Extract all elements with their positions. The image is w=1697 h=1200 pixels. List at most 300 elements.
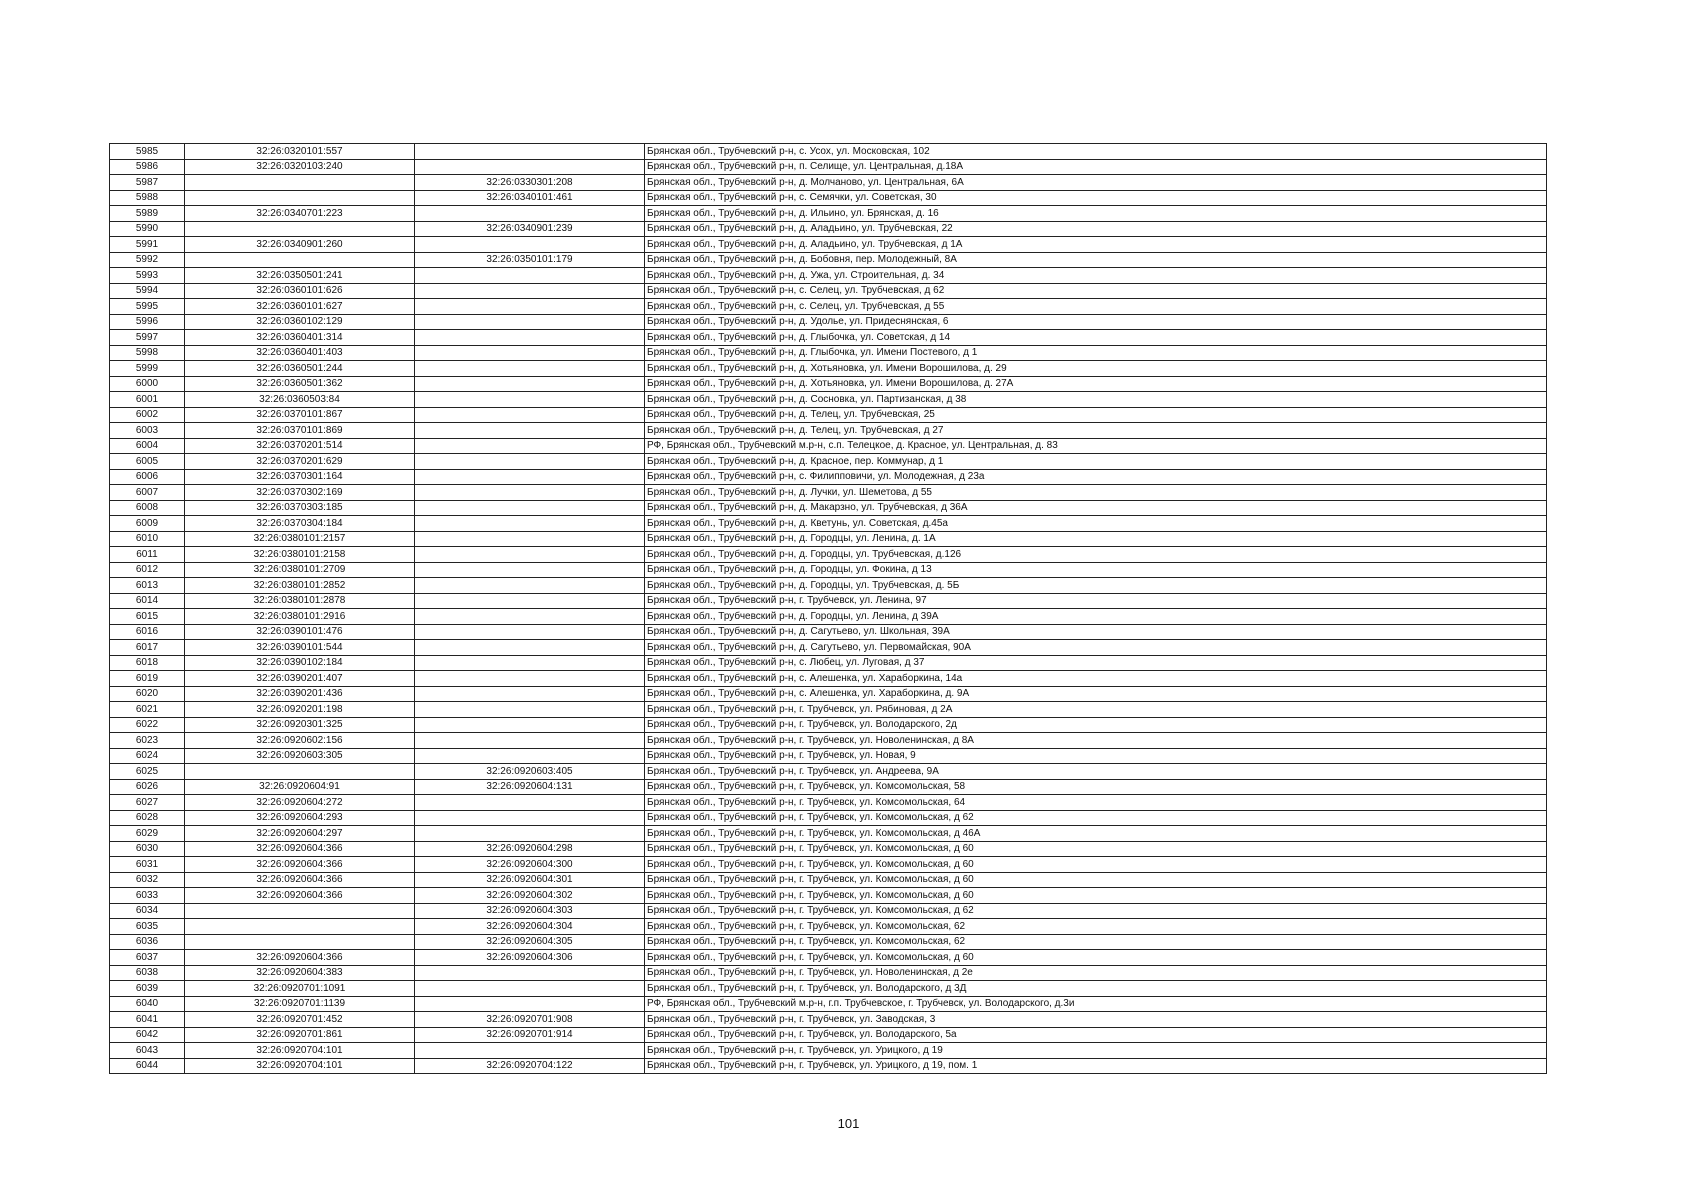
related-cadastral-number-cell [415,345,645,361]
cadastral-number-cell: 32:26:0360101:626 [185,283,415,299]
address-cell: Брянская обл., Трубчевский р-н, г. Трубчевск, ул. Комсомольская, д 60 [645,950,1547,966]
cadastral-number-cell: 32:26:0920701:452 [185,1012,415,1028]
registry-table-body [110,144,1547,1074]
related-cadastral-number-cell [415,655,645,671]
table-row [110,841,1547,857]
related-cadastral-number-cell [415,531,645,547]
address-cell: Брянская обл., Трубчевский р-н, д. Молчаново, ул. Центральная, 6А [645,175,1547,191]
table-row [110,872,1547,888]
related-cadastral-number-cell: 32:26:0920704:122 [415,1058,645,1074]
table-row [110,500,1547,516]
table-row [110,392,1547,408]
table-row [110,221,1547,237]
row-number-cell: 6018 [110,655,185,671]
row-number-cell: 6037 [110,950,185,966]
cadastral-number-cell: 32:26:0920604:383 [185,965,415,981]
address-cell: Брянская обл., Трубчевский р-н, г. Трубчевск, ул. Рябиновая, д 2А [645,702,1547,718]
row-number-cell: 5998 [110,345,185,361]
row-number-cell: 6012 [110,562,185,578]
row-number-cell: 6044 [110,1058,185,1074]
address-cell: Брянская обл., Трубчевский р-н, д. Удолье, ул. Придеснянская, 6 [645,314,1547,330]
address-cell: Брянская обл., Трубчевский р-н, п. Селище, ул. Центральная, д.18А [645,159,1547,175]
table-row [110,919,1547,935]
row-number-cell: 5996 [110,314,185,330]
cadastral-number-cell: 32:26:0380101:2157 [185,531,415,547]
related-cadastral-number-cell: 32:26:0920604:305 [415,934,645,950]
cadastral-number-cell: 32:26:0920701:1091 [185,981,415,997]
address-cell: Брянская обл., Трубчевский р-н, д. Кветунь, ул. Советская, д.45а [645,516,1547,532]
address-cell: Брянская обл., Трубчевский р-н, г. Трубчевск, ул. Комсомольская, д 60 [645,888,1547,904]
row-number-cell: 6042 [110,1027,185,1043]
cadastral-number-cell: 32:26:0920604:297 [185,826,415,842]
table-row [110,562,1547,578]
table-row [110,1043,1547,1059]
row-number-cell: 6033 [110,888,185,904]
cadastral-number-cell: 32:26:0370304:184 [185,516,415,532]
related-cadastral-number-cell [415,268,645,284]
table-row [110,609,1547,625]
related-cadastral-number-cell [415,438,645,454]
cadastral-number-cell: 32:26:0920704:101 [185,1043,415,1059]
address-cell: Брянская обл., Трубчевский р-н, д. Городцы, ул. Фокина, д 13 [645,562,1547,578]
address-cell: Брянская обл., Трубчевский р-н, д. Глыбочка, ул. Имени Постевого, д 1 [645,345,1547,361]
address-cell: Брянская обл., Трубчевский р-н, г. Трубчевск, ул. Володарского, 2д [645,717,1547,733]
row-number-cell: 6007 [110,485,185,501]
row-number-cell: 6039 [110,981,185,997]
address-cell: Брянская обл., Трубчевский р-н, д. Глыбочка, ул. Советская, д 14 [645,330,1547,346]
table-row [110,810,1547,826]
table-row [110,252,1547,268]
row-number-cell: 6011 [110,547,185,563]
address-cell: Брянская обл., Трубчевский р-н, г. Трубчевск, ул. Володарского, 5а [645,1027,1547,1043]
table-row [110,175,1547,191]
cadastral-number-cell: 32:26:0370303:185 [185,500,415,516]
row-number-cell: 6004 [110,438,185,454]
address-cell: Брянская обл., Трубчевский р-н, г. Трубчевск, ул. Комсомольская, 58 [645,779,1547,795]
cadastral-number-cell: 32:26:0920201:198 [185,702,415,718]
related-cadastral-number-cell [415,454,645,470]
related-cadastral-number-cell [415,237,645,253]
cadastral-number-cell: 32:26:0360401:314 [185,330,415,346]
related-cadastral-number-cell: 32:26:0920604:304 [415,919,645,935]
address-cell: Брянская обл., Трубчевский р-н, г. Трубчевск, ул. Урицкого, д 19, пом. 1 [645,1058,1547,1074]
row-number-cell: 6014 [110,593,185,609]
address-cell: Брянская обл., Трубчевский р-н, г. Трубчевск, ул. Комсомольская, д 60 [645,857,1547,873]
cadastral-number-cell: 32:26:0390201:407 [185,671,415,687]
cadastral-number-cell: 32:26:0390201:436 [185,686,415,702]
related-cadastral-number-cell [415,996,645,1012]
related-cadastral-number-cell: 32:26:0330301:208 [415,175,645,191]
related-cadastral-number-cell [415,965,645,981]
row-number-cell: 5995 [110,299,185,315]
cadastral-number-cell: 32:26:0340701:223 [185,206,415,222]
table-row [110,1027,1547,1043]
related-cadastral-number-cell [415,686,645,702]
address-cell: Брянская обл., Трубчевский р-н, г. Трубчевск, ул. Комсомольская, д 60 [645,872,1547,888]
related-cadastral-number-cell: 32:26:0920604:131 [415,779,645,795]
address-cell: Брянская обл., Трубчевский р-н, г. Трубчевск, ул. Комсомольская, 64 [645,795,1547,811]
table-row [110,516,1547,532]
cadastral-number-cell [185,252,415,268]
cadastral-number-cell [185,919,415,935]
row-number-cell: 5989 [110,206,185,222]
table-row [110,423,1547,439]
related-cadastral-number-cell [415,609,645,625]
row-number-cell: 6023 [110,733,185,749]
table-row [110,903,1547,919]
cadastral-number-cell: 32:26:0920604:366 [185,857,415,873]
related-cadastral-number-cell: 32:26:0920604:306 [415,950,645,966]
cadastral-number-cell: 32:26:0360101:627 [185,299,415,315]
related-cadastral-number-cell [415,206,645,222]
row-number-cell: 6008 [110,500,185,516]
related-cadastral-number-cell: 32:26:0920701:914 [415,1027,645,1043]
table-row [110,717,1547,733]
address-cell: Брянская обл., Трубчевский р-н, д. Макарзно, ул. Трубчевская, д 36А [645,500,1547,516]
table-row [110,469,1547,485]
row-number-cell: 6020 [110,686,185,702]
address-cell: Брянская обл., Трубчевский р-н, д. Городцы, ул. Ленина, д. 1А [645,531,1547,547]
row-number-cell: 5991 [110,237,185,253]
table-row [110,547,1547,563]
table-row [110,624,1547,640]
row-number-cell: 5993 [110,268,185,284]
table-row [110,857,1547,873]
related-cadastral-number-cell: 32:26:0920604:301 [415,872,645,888]
related-cadastral-number-cell [415,392,645,408]
related-cadastral-number-cell [415,299,645,315]
cadastral-number-cell: 32:26:0390101:544 [185,640,415,656]
related-cadastral-number-cell [415,314,645,330]
cadastral-number-cell: 32:26:0370302:169 [185,485,415,501]
cadastral-number-cell: 32:26:0370201:514 [185,438,415,454]
row-number-cell: 5992 [110,252,185,268]
cadastral-number-cell: 32:26:0920701:861 [185,1027,415,1043]
cadastral-number-cell: 32:26:0370201:629 [185,454,415,470]
table-row [110,950,1547,966]
row-number-cell: 6027 [110,795,185,811]
related-cadastral-number-cell [415,826,645,842]
row-number-cell: 6031 [110,857,185,873]
row-number-cell: 6043 [110,1043,185,1059]
related-cadastral-number-cell: 32:26:0920604:303 [415,903,645,919]
related-cadastral-number-cell [415,485,645,501]
table-row [110,981,1547,997]
table-row [110,640,1547,656]
table-row [110,733,1547,749]
row-number-cell: 6034 [110,903,185,919]
row-number-cell: 6035 [110,919,185,935]
table-row [110,1058,1547,1074]
table-row [110,407,1547,423]
row-number-cell: 5997 [110,330,185,346]
cadastral-number-cell: 32:26:0920301:325 [185,717,415,733]
address-cell: Брянская обл., Трубчевский р-н, с. Селец, ул. Трубчевская, д 62 [645,283,1547,299]
table-row [110,237,1547,253]
related-cadastral-number-cell [415,671,645,687]
related-cadastral-number-cell [415,159,645,175]
table-row [110,655,1547,671]
row-number-cell: 6025 [110,764,185,780]
address-cell: Брянская обл., Трубчевский р-н, с. Любец, ул. Луговая, д 37 [645,655,1547,671]
related-cadastral-number-cell [415,981,645,997]
cadastral-number-cell: 32:26:0920604:272 [185,795,415,811]
table-row [110,671,1547,687]
address-cell: Брянская обл., Трубчевский р-н, г. Трубчевск, ул. Комсомольская, д 62 [645,903,1547,919]
related-cadastral-number-cell [415,516,645,532]
cadastral-number-cell: 32:26:0340901:260 [185,237,415,253]
row-number-cell: 6036 [110,934,185,950]
related-cadastral-number-cell [415,1043,645,1059]
related-cadastral-number-cell: 32:26:0920604:302 [415,888,645,904]
row-number-cell: 6041 [110,1012,185,1028]
row-number-cell: 5986 [110,159,185,175]
row-number-cell: 6015 [110,609,185,625]
address-cell: Брянская обл., Трубчевский р-н, д. Городцы, ул. Трубчевская, д. 5Б [645,578,1547,594]
table-row [110,702,1547,718]
related-cadastral-number-cell [415,547,645,563]
address-cell: Брянская обл., Трубчевский р-н, д. Ужа, ул. Строительная, д. 34 [645,268,1547,284]
address-cell: Брянская обл., Трубчевский р-н, д. Городцы, ул. Ленина, д 39А [645,609,1547,625]
cadastral-number-cell: 32:26:0360501:244 [185,361,415,377]
cadastral-number-cell [185,903,415,919]
row-number-cell: 6038 [110,965,185,981]
address-cell: Брянская обл., Трубчевский р-н, г. Трубчевск, ул. Комсомольская, д 60 [645,841,1547,857]
address-cell: Брянская обл., Трубчевский р-н, д. Телец, ул. Трубчевская, 25 [645,407,1547,423]
address-cell: Брянская обл., Трубчевский р-н, д. Красное, пер. Коммунар, д 1 [645,454,1547,470]
row-number-cell: 6032 [110,872,185,888]
related-cadastral-number-cell [415,469,645,485]
related-cadastral-number-cell [415,423,645,439]
related-cadastral-number-cell [415,748,645,764]
related-cadastral-number-cell [415,578,645,594]
cadastral-number-cell: 32:26:0920604:293 [185,810,415,826]
row-number-cell: 6016 [110,624,185,640]
table-row [110,965,1547,981]
row-number-cell: 6030 [110,841,185,857]
related-cadastral-number-cell [415,717,645,733]
related-cadastral-number-cell [415,500,645,516]
related-cadastral-number-cell: 32:26:0920603:405 [415,764,645,780]
related-cadastral-number-cell [415,562,645,578]
related-cadastral-number-cell [415,702,645,718]
address-cell: Брянская обл., Трубчевский р-н, д. Хотьяновка, ул. Имени Ворошилова, д. 27А [645,376,1547,392]
cadastral-number-cell: 32:26:0360503:84 [185,392,415,408]
related-cadastral-number-cell [415,330,645,346]
address-cell: Брянская обл., Трубчевский р-н, г. Трубчевск, ул. Комсомольская, д 62 [645,810,1547,826]
table-row [110,826,1547,842]
cadastral-number-cell: 32:26:0380101:2709 [185,562,415,578]
row-number-cell: 6001 [110,392,185,408]
cadastral-number-cell: 32:26:0390101:476 [185,624,415,640]
cadastral-number-cell: 32:26:0920602:156 [185,733,415,749]
row-number-cell: 5987 [110,175,185,191]
address-cell: Брянская обл., Трубчевский р-н, г. Трубчевск, ул. Новая, 9 [645,748,1547,764]
address-cell: Брянская обл., Трубчевский р-н, с. Усох, ул. Московская, 102 [645,144,1547,160]
table-row [110,1012,1547,1028]
address-cell: Брянская обл., Трубчевский р-н, г. Трубчевск, ул. Новоленинская, д 8А [645,733,1547,749]
related-cadastral-number-cell [415,361,645,377]
cadastral-number-cell: 32:26:0920604:366 [185,950,415,966]
cadastral-number-cell [185,764,415,780]
table-row [110,764,1547,780]
address-cell: Брянская обл., Трубчевский р-н, д. Аладьино, ул. Трубчевская, 22 [645,221,1547,237]
cadastral-number-cell: 32:26:0370101:869 [185,423,415,439]
table-row [110,361,1547,377]
address-cell: Брянская обл., Трубчевский р-н, д. Лучки, ул. Шеметова, д 55 [645,485,1547,501]
table-row [110,330,1547,346]
address-cell: Брянская обл., Трубчевский р-н, д. Сагутьево, ул. Первомайская, 90А [645,640,1547,656]
cadastral-number-cell: 32:26:0920704:101 [185,1058,415,1074]
table-row [110,268,1547,284]
table-row [110,996,1547,1012]
row-number-cell: 6024 [110,748,185,764]
related-cadastral-number-cell [415,810,645,826]
address-cell: Брянская обл., Трубчевский р-н, д. Аладьино, ул. Трубчевская, д 1А [645,237,1547,253]
address-cell: Брянская обл., Трубчевский р-н, д. Ильино, ул. Брянская, д. 16 [645,206,1547,222]
cadastral-number-cell: 32:26:0380101:2158 [185,547,415,563]
cadastral-number-cell: 32:26:0320103:240 [185,159,415,175]
page-number: 101 [837,1116,860,1131]
cadastral-number-cell: 32:26:0320101:557 [185,144,415,160]
table-row [110,454,1547,470]
row-number-cell: 6000 [110,376,185,392]
row-number-cell: 6017 [110,640,185,656]
related-cadastral-number-cell [415,407,645,423]
table-row [110,299,1547,315]
row-number-cell: 5988 [110,190,185,206]
row-number-cell: 5994 [110,283,185,299]
row-number-cell: 6003 [110,423,185,439]
row-number-cell: 6002 [110,407,185,423]
table-row [110,531,1547,547]
table-row [110,314,1547,330]
row-number-cell: 6013 [110,578,185,594]
address-cell: Брянская обл., Трубчевский р-н, г. Трубчевск, ул. Володарского, д 3Д [645,981,1547,997]
cadastral-number-cell: 32:26:0920603:305 [185,748,415,764]
related-cadastral-number-cell: 32:26:0340101:461 [415,190,645,206]
cadastral-number-cell: 32:26:0920701:1139 [185,996,415,1012]
address-cell: Брянская обл., Трубчевский р-н, д. Сосновка, ул. Партизанская, д 38 [645,392,1547,408]
row-number-cell: 6028 [110,810,185,826]
related-cadastral-number-cell [415,640,645,656]
cadastral-number-cell [185,190,415,206]
address-cell: Брянская обл., Трубчевский р-н, г. Трубчевск, ул. Комсомольская, д 46А [645,826,1547,842]
related-cadastral-number-cell [415,624,645,640]
cadastral-number-cell: 32:26:0920604:366 [185,872,415,888]
table-row [110,934,1547,950]
address-cell: Брянская обл., Трубчевский р-н, д. Хотьяновка, ул. Имени Ворошилова, д. 29 [645,361,1547,377]
row-number-cell: 6029 [110,826,185,842]
related-cadastral-number-cell: 32:26:0920604:300 [415,857,645,873]
table-row [110,159,1547,175]
row-number-cell: 6010 [110,531,185,547]
address-cell: РФ, Брянская обл., Трубчевский м.р-н, с.п. Телецкое, д. Красное, ул. Центральная, д. 83 [645,438,1547,454]
cadastral-number-cell: 32:26:0370301:164 [185,469,415,485]
table-row [110,206,1547,222]
cadastral-number-cell: 32:26:0370101:867 [185,407,415,423]
related-cadastral-number-cell [415,144,645,160]
table-row [110,686,1547,702]
table-row [110,748,1547,764]
cadastral-number-cell: 32:26:0390102:184 [185,655,415,671]
related-cadastral-number-cell: 32:26:0920701:908 [415,1012,645,1028]
related-cadastral-number-cell [415,283,645,299]
address-cell: Брянская обл., Трубчевский р-н, г. Трубчевск, ул. Новоленинская, д 2е [645,965,1547,981]
address-cell: Брянская обл., Трубчевский р-н, г. Трубчевск, ул. Комсомольская, 62 [645,919,1547,935]
related-cadastral-number-cell [415,593,645,609]
address-cell: Брянская обл., Трубчевский р-н, с. Семячки, ул. Советская, 30 [645,190,1547,206]
table-row [110,578,1547,594]
cadastral-number-cell: 32:26:0360501:362 [185,376,415,392]
address-cell: Брянская обл., Трубчевский р-н, г. Трубчевск, ул. Урицкого, д 19 [645,1043,1547,1059]
cadastral-number-cell: 32:26:0350501:241 [185,268,415,284]
cadastral-number-cell: 32:26:0380101:2916 [185,609,415,625]
address-cell: Брянская обл., Трубчевский р-н, с. Алешенка, ул. Хараборкина, 14а [645,671,1547,687]
row-number-cell: 5999 [110,361,185,377]
row-number-cell: 6021 [110,702,185,718]
cadastral-number-cell: 32:26:0380101:2878 [185,593,415,609]
related-cadastral-number-cell: 32:26:0350101:179 [415,252,645,268]
address-cell: Брянская обл., Трубчевский р-н, г. Трубчевск, ул. Ленина, 97 [645,593,1547,609]
cadastral-number-cell: 32:26:0360401:403 [185,345,415,361]
table-row [110,779,1547,795]
table-row [110,888,1547,904]
row-number-cell: 6019 [110,671,185,687]
address-cell: Брянская обл., Трубчевский р-н, д. Телец, ул. Трубчевская, д 27 [645,423,1547,439]
cadastral-number-cell: 32:26:0920604:366 [185,841,415,857]
document-sheet [109,143,1546,1074]
related-cadastral-number-cell: 32:26:0340901:239 [415,221,645,237]
cadastral-number-cell [185,175,415,191]
cadastral-number-cell [185,934,415,950]
address-cell: Брянская обл., Трубчевский р-н, с. Филипповичи, ул. Молодежная, д 23а [645,469,1547,485]
cadastral-number-cell: 32:26:0920604:91 [185,779,415,795]
table-row [110,376,1547,392]
row-number-cell: 6026 [110,779,185,795]
cadastral-number-cell: 32:26:0380101:2852 [185,578,415,594]
table-row [110,485,1547,501]
cadastral-number-cell: 32:26:0360102:129 [185,314,415,330]
address-cell: Брянская обл., Трубчевский р-н, с. Селец, ул. Трубчевская, д 55 [645,299,1547,315]
address-cell: Брянская обл., Трубчевский р-н, д. Городцы, ул. Трубчевская, д.126 [645,547,1547,563]
table-row [110,283,1547,299]
address-cell: Брянская обл., Трубчевский р-н, с. Алешенка, ул. Хараборкина, д. 9А [645,686,1547,702]
row-number-cell: 6005 [110,454,185,470]
table-row [110,345,1547,361]
address-cell: Брянская обл., Трубчевский р-н, д. Бобовня, пер. Молодежный, 8А [645,252,1547,268]
related-cadastral-number-cell: 32:26:0920604:298 [415,841,645,857]
row-number-cell: 6022 [110,717,185,733]
cadastral-number-cell: 32:26:0920604:366 [185,888,415,904]
address-cell: Брянская обл., Трубчевский р-н, г. Трубчевск, ул. Заводская, 3 [645,1012,1547,1028]
registry-table [109,143,1547,1074]
row-number-cell: 5985 [110,144,185,160]
address-cell: Брянская обл., Трубчевский р-н, г. Трубчевск, ул. Комсомольская, 62 [645,934,1547,950]
address-cell: Брянская обл., Трубчевский р-н, г. Трубчевск, ул. Андреева, 9А [645,764,1547,780]
table-row [110,438,1547,454]
table-row [110,144,1547,160]
related-cadastral-number-cell [415,376,645,392]
table-row [110,795,1547,811]
related-cadastral-number-cell [415,733,645,749]
cadastral-number-cell [185,221,415,237]
row-number-cell: 5990 [110,221,185,237]
table-row [110,190,1547,206]
related-cadastral-number-cell [415,795,645,811]
address-cell: Брянская обл., Трубчевский р-н, д. Сагутьево, ул. Школьная, 39А [645,624,1547,640]
row-number-cell: 6006 [110,469,185,485]
